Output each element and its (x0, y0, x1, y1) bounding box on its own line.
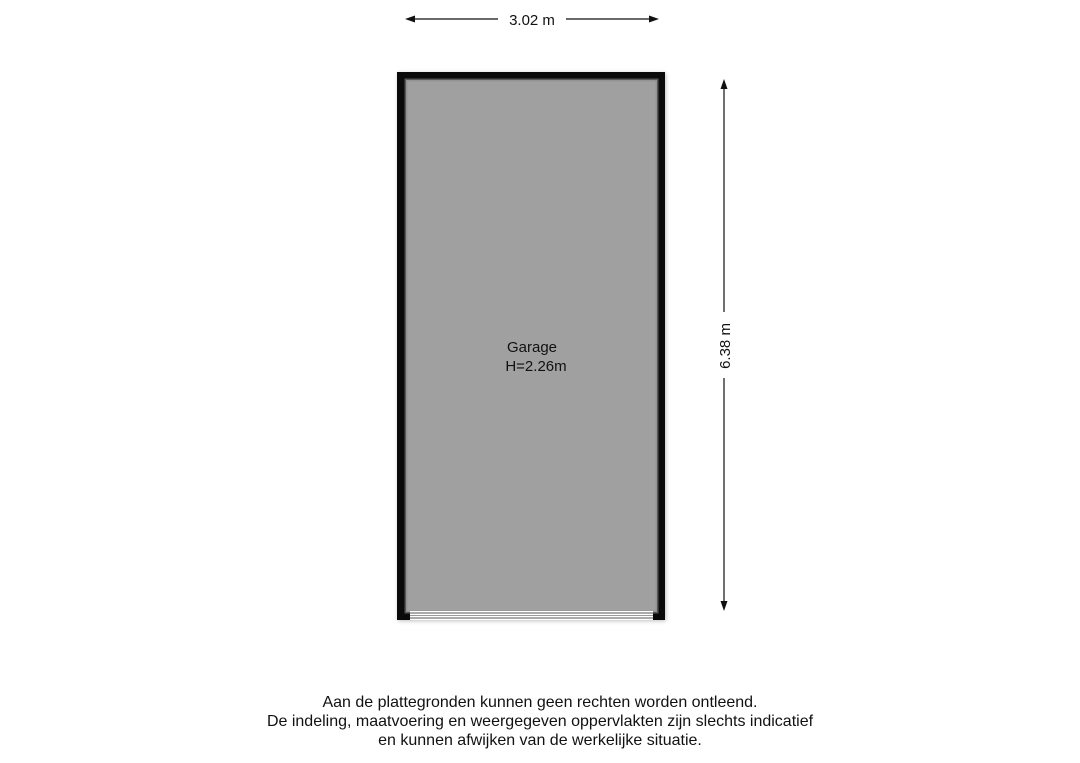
length-arrow-top-icon (721, 79, 728, 89)
room-name-label: Garage (506, 339, 558, 356)
length-arrow-bottom-icon (721, 601, 728, 611)
room-garage (397, 72, 666, 621)
width-arrow-left-icon (405, 16, 415, 23)
disclaimer (0, 693, 1080, 750)
width-arrow-right-icon (649, 16, 659, 23)
width-dimension-label: 3.02 m (509, 12, 555, 29)
room-height-label: H=2.26m (505, 358, 567, 375)
length-dimension (717, 79, 734, 611)
disclaimer-line-1: Aan de plattegronden kunnen geen rechten worden ontleend. (322, 694, 758, 711)
disclaimer-line-3: en kunnen afwijken van de werkelijke situatie. (378, 732, 702, 749)
width-dimension (405, 12, 659, 29)
garage-door (410, 611, 653, 620)
length-dimension-label: 6.38 m (717, 323, 734, 369)
disclaimer-line-2: De indeling, maatvoering en weergegeven oppervlakten zijn slechts indicatief (266, 713, 814, 730)
